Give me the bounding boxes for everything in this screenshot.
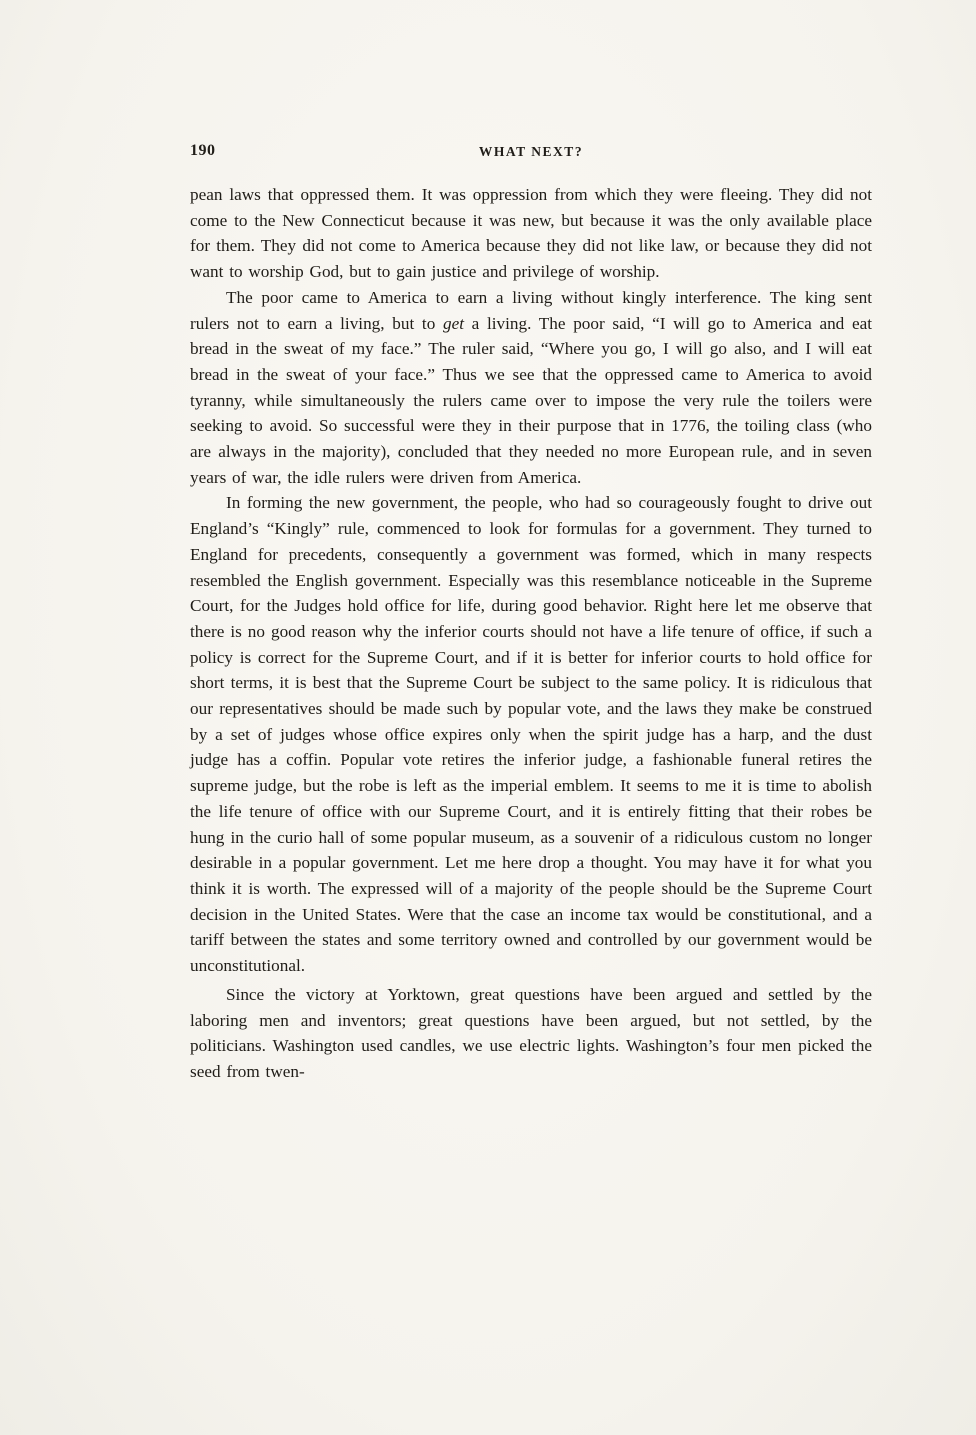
text-run: pean laws that oppressed them. It was oppression from which they were fleeing. They did not come to the New Connecticut because it was new, but because it was the only available place for them. They did not come to America because they did not like law, or because they did not want to worship God, but to gain justice and privilege of worship. — [190, 185, 872, 282]
paragraph — [190, 490, 872, 978]
text-run: The poor came to America to earn a living without kingly interference. The king sent rulers not to earn a living, but to — [190, 287, 872, 333]
text-run: In forming the new government, the people, who had so courageously fought to drive out England’s “Kingly” rule, commenced to look for formulas for a government. They turned to England for precedents, consequently a government was formed, which in many respects resembled the English government. Especially was this resemblance noticeable in the Supreme Court, for the Judges hold office for life, during good behavior. Right here let me observe that there is no good reason why the inferior courts should not have a life tenure of office, if such a policy is correct for the Supreme Court, and if it is better for inferior courts to hold office for short terms, it is best that the Supreme Court be subject to the same policy. It is ridiculous that our representatives should be made such by popular vote, and the laws they make be construed by a set of judges whose office expires only when the spirit judge has a harp, and the dust judge has a coffin. Popular vote retires the inferior judge, a fashionable funeral retires the supreme judge, but the robe is left as the imperial emblem. It seems to me it is time to abolish the life tenure of office with our Supreme Court, and it is entirely fitting that their robes be hung in the curio hall of some popular museum, as a souvenir of a ridiculous custom no longer desirable in a popular government. Let me here drop a thought. You may have it for what you think it is worth. The expressed will of a majority of the people should be the Supreme Court decision in the United States. Were that the case an income tax would be constitutional, and a tariff between the states and some territory owned and controlled by our government would be unconstitutional. — [190, 493, 872, 976]
running-head-title: WHAT NEXT? — [478, 144, 584, 159]
running-header — [190, 142, 872, 172]
page-body — [190, 182, 872, 1085]
page-number: 190 — [190, 142, 216, 159]
italic-text-run: get — [442, 313, 464, 333]
text-run: Since the victory at Yorktown, great questions have been argued and settled by the laboring men and inventors; great questions have been argued, but not settled, by the politicians. Washington used candles, we use electric lights. Washington’s four men picked the seed from twen- — [190, 984, 872, 1081]
paragraph — [190, 285, 872, 491]
paragraph — [190, 982, 872, 1085]
text-block — [190, 142, 872, 1085]
text-run: a living. The poor said, “I will go to America and eat bread in the sweat of my face.” The ruler said, “Where you go, I will go also, and I will eat bread in the sweat of your face.” Thus we see that the oppressed came to America to avoid tyranny, while simultaneously the rulers came over to impose the very rule the toilers were seeking to avoid. So successful were they in their purpose that in 1776, the toiling class (who are always in the majority), concluded that they needed no more European rule, and in seven years of war, the idle rulers were driven from America. — [190, 313, 872, 487]
paragraph — [190, 182, 872, 285]
